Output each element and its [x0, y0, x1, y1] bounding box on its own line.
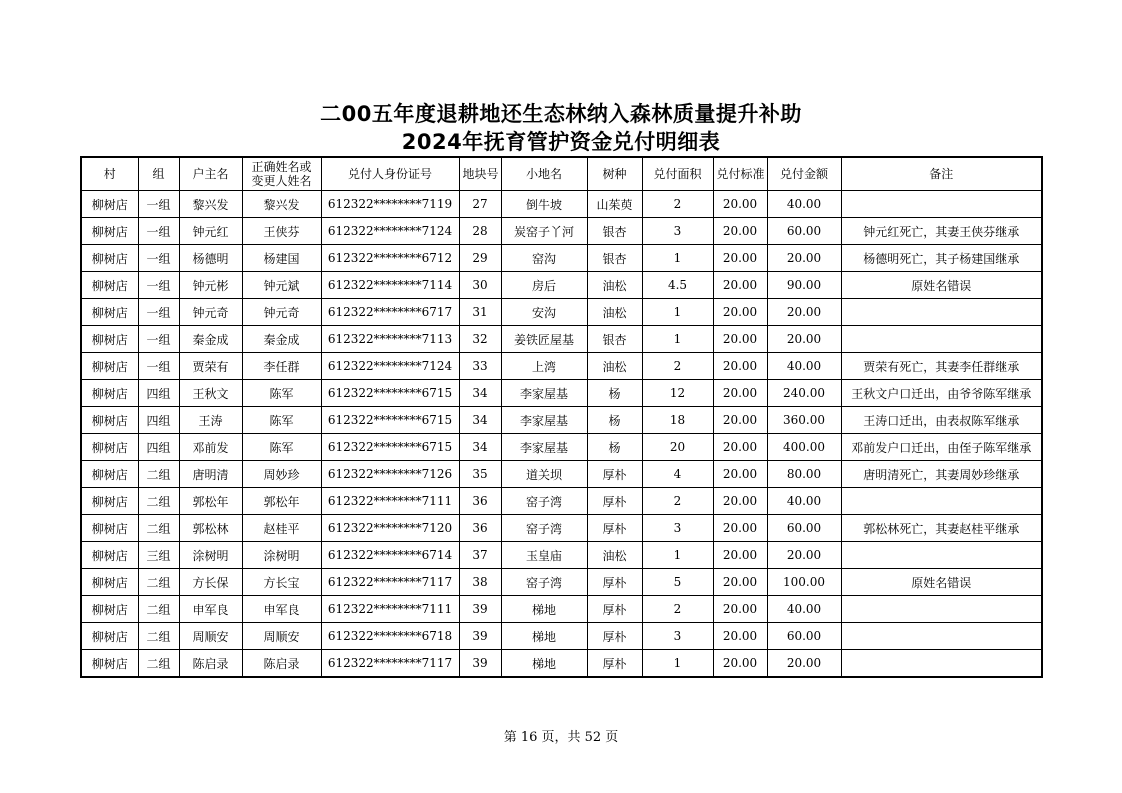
cell-householder: 黎兴发	[179, 191, 242, 218]
cell-area: 12	[642, 380, 713, 407]
cell-plot-no: 32	[459, 326, 501, 353]
cell-village: 柳树店	[81, 515, 138, 542]
cell-tree-species: 油松	[587, 542, 642, 569]
cell-group: 四组	[138, 407, 179, 434]
cell-area: 1	[642, 542, 713, 569]
cell-id-number: 612322********6715	[321, 434, 459, 461]
cell-village: 柳树店	[81, 488, 138, 515]
cell-place-name: 玉皇庙	[501, 542, 587, 569]
cell-amount: 60.00	[767, 515, 841, 542]
cell-plot-no: 34	[459, 380, 501, 407]
cell-area: 1	[642, 326, 713, 353]
cell-tree-species: 厚朴	[587, 650, 642, 678]
cell-plot-no: 39	[459, 650, 501, 678]
cell-place-name: 炭窑子丫河	[501, 218, 587, 245]
cell-id-number: 612322********7124	[321, 353, 459, 380]
cell-amount: 90.00	[767, 272, 841, 299]
document-title-line2: 2024年抚育管护资金兑付明细表	[401, 130, 721, 154]
cell-tree-species: 厚朴	[587, 488, 642, 515]
cell-correct-name: 方长宝	[242, 569, 321, 596]
cell-area: 4.5	[642, 272, 713, 299]
cell-standard: 20.00	[713, 623, 767, 650]
cell-amount: 40.00	[767, 488, 841, 515]
cell-correct-name: 杨建国	[242, 245, 321, 272]
cell-remark: 邓前发户口迁出，由侄子陈军继承	[841, 434, 1042, 461]
cell-householder: 王秋文	[179, 380, 242, 407]
cell-village: 柳树店	[81, 272, 138, 299]
cell-area: 1	[642, 650, 713, 678]
cell-tree-species: 银杏	[587, 218, 642, 245]
cell-tree-species: 杨	[587, 380, 642, 407]
table-row	[81, 299, 1042, 326]
header-col-standard: 兑付标准	[713, 157, 767, 191]
cell-correct-name: 申军良	[242, 596, 321, 623]
cell-village: 柳树店	[81, 191, 138, 218]
header-col-householder: 户主名	[179, 157, 242, 191]
cell-tree-species: 银杏	[587, 245, 642, 272]
cell-group: 四组	[138, 380, 179, 407]
cell-tree-species: 厚朴	[587, 623, 642, 650]
cell-tree-species: 杨	[587, 434, 642, 461]
cell-householder: 唐明清	[179, 461, 242, 488]
table-row	[81, 650, 1042, 678]
cell-id-number: 612322********7111	[321, 596, 459, 623]
cell-amount: 100.00	[767, 569, 841, 596]
cell-group: 二组	[138, 515, 179, 542]
table-row	[81, 623, 1042, 650]
cell-remark: 杨德明死亡，其子杨建国继承	[841, 245, 1042, 272]
cell-correct-name: 陈军	[242, 407, 321, 434]
table-row	[81, 353, 1042, 380]
cell-place-name: 梯地	[501, 650, 587, 678]
cell-standard: 20.00	[713, 542, 767, 569]
cell-id-number: 612322********6715	[321, 380, 459, 407]
header-col-remark: 备注	[841, 157, 1042, 191]
cell-village: 柳树店	[81, 407, 138, 434]
cell-amount: 60.00	[767, 218, 841, 245]
cell-remark: 郭松林死亡，其妻赵桂平继承	[841, 515, 1042, 542]
cell-remark: 王涛口迁出，由表叔陈军继承	[841, 407, 1042, 434]
cell-remark	[841, 542, 1042, 569]
cell-householder: 申军良	[179, 596, 242, 623]
cell-plot-no: 35	[459, 461, 501, 488]
cell-tree-species: 油松	[587, 299, 642, 326]
cell-householder: 陈启录	[179, 650, 242, 678]
cell-group: 二组	[138, 650, 179, 678]
cell-remark: 王秋文户口迁出，由爷爷陈军继承	[841, 380, 1042, 407]
document-title-line1: 二00五年度退耕地还生态林纳入森林质量提升补助	[320, 102, 802, 126]
cell-plot-no: 36	[459, 515, 501, 542]
cell-standard: 20.00	[713, 596, 767, 623]
cell-id-number: 612322********6714	[321, 542, 459, 569]
cell-place-name: 梯地	[501, 623, 587, 650]
cell-area: 1	[642, 299, 713, 326]
cell-remark: 唐明清死亡，其妻周妙珍继承	[841, 461, 1042, 488]
cell-tree-species: 山茱萸	[587, 191, 642, 218]
header-col-village: 村	[81, 157, 138, 191]
cell-householder: 钟元奇	[179, 299, 242, 326]
cell-remark	[841, 299, 1042, 326]
cell-amount: 360.00	[767, 407, 841, 434]
cell-amount: 20.00	[767, 650, 841, 678]
cell-amount: 400.00	[767, 434, 841, 461]
cell-place-name: 房后	[501, 272, 587, 299]
cell-tree-species: 杨	[587, 407, 642, 434]
cell-correct-name: 陈军	[242, 380, 321, 407]
cell-area: 2	[642, 353, 713, 380]
cell-correct-name: 陈军	[242, 434, 321, 461]
header-col-amount: 兑付金额	[767, 157, 841, 191]
cell-remark	[841, 488, 1042, 515]
cell-correct-name: 周妙珍	[242, 461, 321, 488]
table-row	[81, 596, 1042, 623]
cell-plot-no: 37	[459, 542, 501, 569]
cell-amount: 20.00	[767, 299, 841, 326]
cell-amount: 60.00	[767, 623, 841, 650]
cell-householder: 方长保	[179, 569, 242, 596]
header-col-group: 组	[138, 157, 179, 191]
cell-amount: 20.00	[767, 542, 841, 569]
cell-group: 二组	[138, 488, 179, 515]
cell-standard: 20.00	[713, 515, 767, 542]
cell-tree-species: 厚朴	[587, 461, 642, 488]
cell-id-number: 612322********6712	[321, 245, 459, 272]
cell-standard: 20.00	[713, 326, 767, 353]
cell-standard: 20.00	[713, 272, 767, 299]
cell-tree-species: 油松	[587, 353, 642, 380]
cell-group: 二组	[138, 569, 179, 596]
table-row	[81, 434, 1042, 461]
cell-householder: 杨德明	[179, 245, 242, 272]
cell-standard: 20.00	[713, 353, 767, 380]
header-col-area: 兑付面积	[642, 157, 713, 191]
cell-area: 2	[642, 596, 713, 623]
cell-tree-species: 厚朴	[587, 569, 642, 596]
page-footer: 第 16 页，共 52 页	[503, 730, 619, 745]
cell-group: 一组	[138, 299, 179, 326]
cell-place-name: 上湾	[501, 353, 587, 380]
header-col-correct-name: 正确姓名或变更人姓名	[242, 157, 321, 191]
cell-amount: 80.00	[767, 461, 841, 488]
cell-correct-name: 秦金成	[242, 326, 321, 353]
cell-remark: 原姓名错误	[841, 569, 1042, 596]
cell-remark: 原姓名错误	[841, 272, 1042, 299]
cell-place-name: 道关坝	[501, 461, 587, 488]
cell-village: 柳树店	[81, 542, 138, 569]
cell-group: 一组	[138, 245, 179, 272]
cell-remark	[841, 191, 1042, 218]
cell-group: 一组	[138, 353, 179, 380]
table-row	[81, 407, 1042, 434]
cell-amount: 20.00	[767, 245, 841, 272]
cell-village: 柳树店	[81, 326, 138, 353]
cell-tree-species: 厚朴	[587, 596, 642, 623]
header-col-id-number: 兑付人身份证号	[321, 157, 459, 191]
cell-id-number: 612322********7117	[321, 569, 459, 596]
cell-standard: 20.00	[713, 569, 767, 596]
cell-tree-species: 油松	[587, 272, 642, 299]
table-header-row	[81, 157, 1042, 191]
cell-plot-no: 27	[459, 191, 501, 218]
cell-plot-no: 29	[459, 245, 501, 272]
cell-place-name: 梯地	[501, 596, 587, 623]
header-col-tree-species: 树种	[587, 157, 642, 191]
table-row	[81, 542, 1042, 569]
cell-amount: 20.00	[767, 326, 841, 353]
cell-village: 柳树店	[81, 434, 138, 461]
cell-id-number: 612322********7114	[321, 272, 459, 299]
cell-place-name: 安沟	[501, 299, 587, 326]
table-row	[81, 461, 1042, 488]
cell-id-number: 612322********7120	[321, 515, 459, 542]
cell-place-name: 李家屋基	[501, 380, 587, 407]
header-col-place-name: 小地名	[501, 157, 587, 191]
cell-standard: 20.00	[713, 218, 767, 245]
cell-id-number: 612322********7113	[321, 326, 459, 353]
cell-standard: 20.00	[713, 191, 767, 218]
cell-group: 二组	[138, 596, 179, 623]
cell-householder: 涂树明	[179, 542, 242, 569]
cell-village: 柳树店	[81, 218, 138, 245]
cell-tree-species: 厚朴	[587, 515, 642, 542]
cell-householder: 郭松林	[179, 515, 242, 542]
cell-id-number: 612322********7124	[321, 218, 459, 245]
cell-id-number: 612322********7111	[321, 488, 459, 515]
cell-area: 20	[642, 434, 713, 461]
cell-id-number: 612322********6718	[321, 623, 459, 650]
cell-standard: 20.00	[713, 380, 767, 407]
cell-group: 二组	[138, 461, 179, 488]
cell-amount: 40.00	[767, 596, 841, 623]
cell-amount: 40.00	[767, 191, 841, 218]
cell-householder: 秦金成	[179, 326, 242, 353]
cell-correct-name: 陈启录	[242, 650, 321, 678]
cell-remark	[841, 650, 1042, 678]
cell-standard: 20.00	[713, 299, 767, 326]
table-row	[81, 272, 1042, 299]
cell-standard: 20.00	[713, 488, 767, 515]
cell-amount: 40.00	[767, 353, 841, 380]
cell-standard: 20.00	[713, 650, 767, 678]
cell-area: 2	[642, 488, 713, 515]
cell-correct-name: 王侠芬	[242, 218, 321, 245]
table-row	[81, 326, 1042, 353]
cell-standard: 20.00	[713, 434, 767, 461]
cell-correct-name: 郭松年	[242, 488, 321, 515]
cell-group: 三组	[138, 542, 179, 569]
table-row	[81, 515, 1042, 542]
cell-area: 2	[642, 191, 713, 218]
cell-tree-species: 银杏	[587, 326, 642, 353]
cell-standard: 20.00	[713, 461, 767, 488]
cell-place-name: 窑子湾	[501, 569, 587, 596]
table-row	[81, 191, 1042, 218]
table-row	[81, 380, 1042, 407]
cell-plot-no: 34	[459, 434, 501, 461]
cell-remark	[841, 596, 1042, 623]
cell-remark	[841, 623, 1042, 650]
cell-householder: 钟元红	[179, 218, 242, 245]
cell-plot-no: 28	[459, 218, 501, 245]
cell-plot-no: 31	[459, 299, 501, 326]
cell-plot-no: 38	[459, 569, 501, 596]
cell-correct-name: 涂树明	[242, 542, 321, 569]
cell-village: 柳树店	[81, 245, 138, 272]
cell-plot-no: 33	[459, 353, 501, 380]
cell-correct-name: 李任群	[242, 353, 321, 380]
cell-village: 柳树店	[81, 353, 138, 380]
cell-village: 柳树店	[81, 650, 138, 678]
cell-correct-name: 钟元奇	[242, 299, 321, 326]
table-row	[81, 218, 1042, 245]
cell-village: 柳树店	[81, 569, 138, 596]
cell-remark: 钟元红死亡，其妻王侠芬继承	[841, 218, 1042, 245]
cell-householder: 邓前发	[179, 434, 242, 461]
table-body	[81, 191, 1042, 678]
cell-place-name: 窑子湾	[501, 515, 587, 542]
table-row	[81, 488, 1042, 515]
cell-householder: 王涛	[179, 407, 242, 434]
cell-area: 3	[642, 515, 713, 542]
cell-place-name: 李家屋基	[501, 434, 587, 461]
cell-plot-no: 36	[459, 488, 501, 515]
cell-area: 4	[642, 461, 713, 488]
cell-correct-name: 黎兴发	[242, 191, 321, 218]
cell-place-name: 姜铁匠屋基	[501, 326, 587, 353]
cell-standard: 20.00	[713, 407, 767, 434]
cell-area: 1	[642, 245, 713, 272]
cell-group: 一组	[138, 191, 179, 218]
cell-householder: 郭松年	[179, 488, 242, 515]
cell-id-number: 612322********7119	[321, 191, 459, 218]
cell-standard: 20.00	[713, 245, 767, 272]
cell-group: 二组	[138, 623, 179, 650]
cell-group: 一组	[138, 272, 179, 299]
cell-area: 3	[642, 218, 713, 245]
cell-area: 5	[642, 569, 713, 596]
table-row	[81, 569, 1042, 596]
cell-place-name: 窑沟	[501, 245, 587, 272]
cell-group: 一组	[138, 326, 179, 353]
cell-place-name: 窑子湾	[501, 488, 587, 515]
cell-village: 柳树店	[81, 596, 138, 623]
cell-householder: 贾荣有	[179, 353, 242, 380]
cell-village: 柳树店	[81, 380, 138, 407]
cell-place-name: 李家屋基	[501, 407, 587, 434]
cell-id-number: 612322********7117	[321, 650, 459, 678]
cell-village: 柳树店	[81, 461, 138, 488]
cell-id-number: 612322********7126	[321, 461, 459, 488]
cell-remark	[841, 326, 1042, 353]
cell-group: 一组	[138, 218, 179, 245]
cell-plot-no: 39	[459, 596, 501, 623]
table-row	[81, 245, 1042, 272]
cell-place-name: 倒牛坡	[501, 191, 587, 218]
cell-area: 18	[642, 407, 713, 434]
cell-plot-no: 34	[459, 407, 501, 434]
cell-id-number: 612322********6717	[321, 299, 459, 326]
cell-correct-name: 钟元斌	[242, 272, 321, 299]
cell-group: 四组	[138, 434, 179, 461]
cell-id-number: 612322********6715	[321, 407, 459, 434]
cell-correct-name: 赵桂平	[242, 515, 321, 542]
cell-village: 柳树店	[81, 299, 138, 326]
cell-plot-no: 39	[459, 623, 501, 650]
cell-plot-no: 30	[459, 272, 501, 299]
header-col-plot-no: 地块号	[459, 157, 501, 191]
cell-village: 柳树店	[81, 623, 138, 650]
cell-remark: 贾荣有死亡，其妻李任群继承	[841, 353, 1042, 380]
payment-detail-table	[80, 156, 1043, 678]
cell-amount: 240.00	[767, 380, 841, 407]
cell-correct-name: 周顺安	[242, 623, 321, 650]
cell-householder: 周顺安	[179, 623, 242, 650]
cell-householder: 钟元彬	[179, 272, 242, 299]
cell-area: 3	[642, 623, 713, 650]
